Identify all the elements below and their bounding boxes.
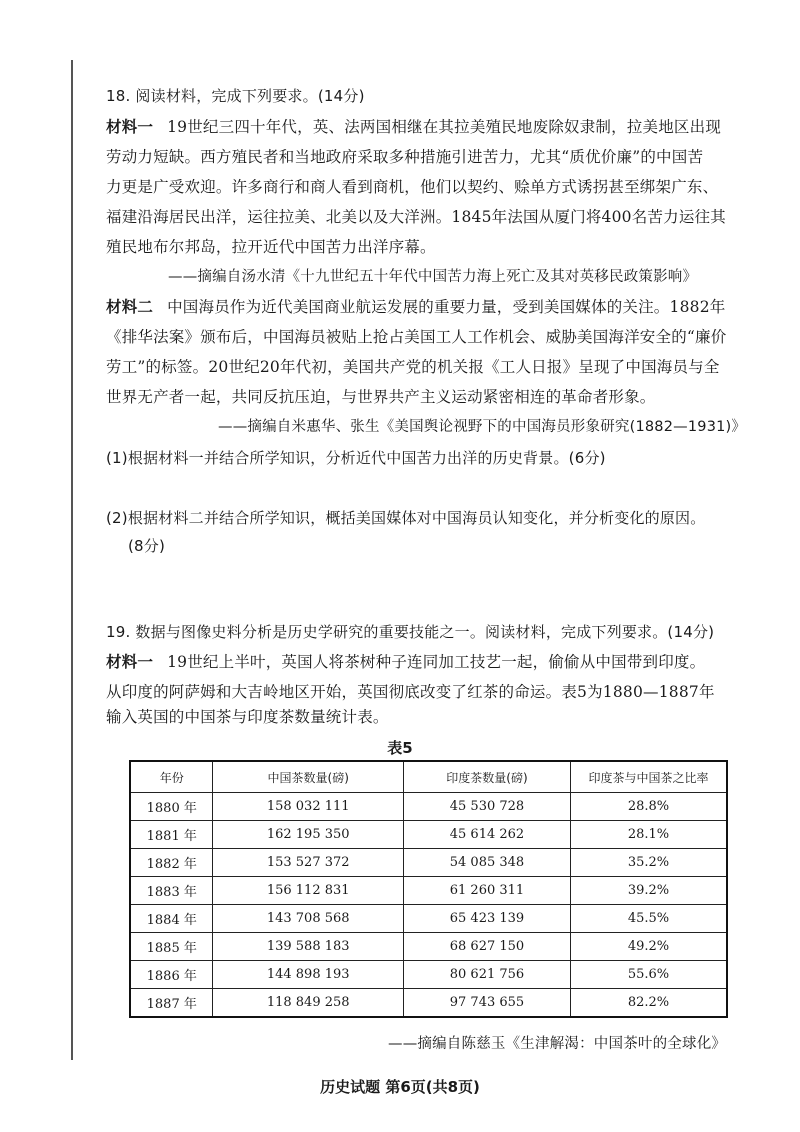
- cell-india-tea: 65 423 139: [403, 905, 570, 933]
- q18-material1-line-5: 殖民地布尔邦岛，拉开近代中国苦力出洋序幕。: [106, 238, 436, 256]
- cell-year: 1883 年: [130, 877, 213, 905]
- cell-ratio: 35.2%: [571, 849, 728, 877]
- cell-ratio: 49.2%: [571, 933, 728, 961]
- cell-china-tea: 118 849 258: [213, 989, 403, 1018]
- table-row: [130, 989, 727, 1018]
- cell-india-tea: 97 743 655: [403, 989, 570, 1018]
- cell-china-tea: 153 527 372: [213, 849, 403, 877]
- header-year: 年份: [130, 761, 213, 793]
- table-row: [130, 877, 727, 905]
- q18-material1-label: 材料一: [106, 118, 154, 136]
- cell-year: 1880 年: [130, 793, 213, 821]
- q18-material1-line-2: 劳动力短缺。西方殖民者和当地政府采取多种措施引进苦力，尤其“质优价廉”的中国苦: [106, 148, 704, 166]
- cell-china-tea: 143 708 568: [213, 905, 403, 933]
- cell-year: 1882 年: [130, 849, 213, 877]
- q18-material1-text-1: 19世纪三四十年代，英、法两国相继在其拉美殖民地废除奴隶制，拉美地区出现: [167, 118, 722, 136]
- q19-material1-line-1: [106, 651, 705, 673]
- table-source: ——摘编自陈慈玉《生津解渴：中国茶叶的全球化》: [388, 1036, 727, 1052]
- q18-material2-source: ——摘编自米惠华、张生《美国舆论视野下的中国海员形象研究(1882—1931)》: [218, 419, 747, 435]
- cell-year: 1881 年: [130, 821, 213, 849]
- q18-material2-line-4: 世界无产者一起，共同反抗压迫，与世界共产主义运动紧密相连的革命者形象。: [106, 388, 656, 406]
- tea-import-table: [129, 760, 728, 1018]
- q18-material2-line-3: 劳工”的标签。20世纪20年代初，美国共产党的机关报《工人日报》呈现了中国海员与全: [106, 358, 720, 376]
- q19-material1-text-1: 19世纪上半叶，英国人将茶树种子连同加工技艺一起，偷偷从中国带到印度。: [167, 653, 706, 671]
- q19-material1-label: 材料一: [106, 653, 154, 671]
- cell-india-tea: 54 085 348: [403, 849, 570, 877]
- q18-material1-line-1: [106, 116, 721, 138]
- q18-subquestion-1: (1)根据材料一并结合所学知识，分析近代中国苦力出洋的历史背景。(6分): [106, 449, 606, 467]
- cell-year: 1886 年: [130, 961, 213, 989]
- table-row: [130, 933, 727, 961]
- table-row: [130, 905, 727, 933]
- page-footer: 历史试题 第6页(共8页): [320, 1078, 480, 1096]
- cell-ratio: 28.8%: [571, 793, 728, 821]
- q18-header: 18. 阅读材料，完成下列要求。(14分): [106, 87, 365, 105]
- q18-subquestion-2: (2)根据材料二并结合所学知识，概括美国媒体对中国海员认知变化，并分析变化的原因。: [106, 509, 706, 527]
- table-row: [130, 961, 727, 989]
- table-row: [130, 793, 727, 821]
- table-caption: 表5: [387, 739, 413, 757]
- q18-material2-line-1: [106, 296, 725, 318]
- q19-material1-line-2: 从印度的阿萨姆和大吉岭地区开始，英国彻底改变了红茶的命运。表5为1880—1887年: [106, 683, 715, 701]
- header-china-tea: 中国茶数量(磅): [213, 761, 403, 793]
- q19-material1-line-3: 输入英国的中国茶与印度茶数量统计表。: [106, 708, 389, 726]
- q18-material1-source: ——摘编自汤水清《十九世纪五十年代中国苦力海上死亡及其对英移民政策影响》: [168, 269, 698, 285]
- cell-china-tea: 156 112 831: [213, 877, 403, 905]
- cell-ratio: 55.6%: [571, 961, 728, 989]
- cell-ratio: 82.2%: [571, 989, 728, 1018]
- table-row: [130, 821, 727, 849]
- q18-subquestion-2-score: (8分): [128, 537, 166, 555]
- cell-china-tea: 144 898 193: [213, 961, 403, 989]
- margin-rule: [71, 60, 73, 1060]
- table-header-row: [130, 761, 727, 793]
- header-india-tea: 印度茶数量(磅): [403, 761, 570, 793]
- q19-header: 19. 数据与图像史料分析是历史学研究的重要技能之一。阅读材料，完成下列要求。(14分): [106, 623, 715, 641]
- q18-material1-line-4: 福建沿海居民出洋，运往拉美、北美以及大洋洲。1845年法国从厦门将400名苦力运往其: [106, 208, 726, 226]
- cell-india-tea: 80 621 756: [403, 961, 570, 989]
- cell-india-tea: 45 614 262: [403, 821, 570, 849]
- cell-india-tea: 61 260 311: [403, 877, 570, 905]
- cell-ratio: 28.1%: [571, 821, 728, 849]
- cell-year: 1887 年: [130, 989, 213, 1018]
- cell-india-tea: 68 627 150: [403, 933, 570, 961]
- q18-material1-line-3: 力更是广受欢迎。许多商行和商人看到商机，他们以契约、赊单方式诱拐甚至绑架广东、: [106, 178, 719, 196]
- cell-year: 1885 年: [130, 933, 213, 961]
- q18-material2-label: 材料二: [106, 298, 154, 316]
- cell-china-tea: 162 195 350: [213, 821, 403, 849]
- cell-china-tea: 139 588 183: [213, 933, 403, 961]
- cell-india-tea: 45 530 728: [403, 793, 570, 821]
- cell-china-tea: 158 032 111: [213, 793, 403, 821]
- header-ratio: 印度茶与中国茶之比率: [571, 761, 728, 793]
- cell-ratio: 39.2%: [571, 877, 728, 905]
- cell-ratio: 45.5%: [571, 905, 728, 933]
- q18-material2-text-1: 中国海员作为近代美国商业航运发展的重要力量，受到美国媒体的关注。1882年: [167, 298, 726, 316]
- table-row: [130, 849, 727, 877]
- q18-material2-line-2: 《排华法案》颁布后，中国海员被贴上抢占美国工人工作机会、威胁美国海洋安全的“廉价: [106, 328, 727, 346]
- cell-year: 1884 年: [130, 905, 213, 933]
